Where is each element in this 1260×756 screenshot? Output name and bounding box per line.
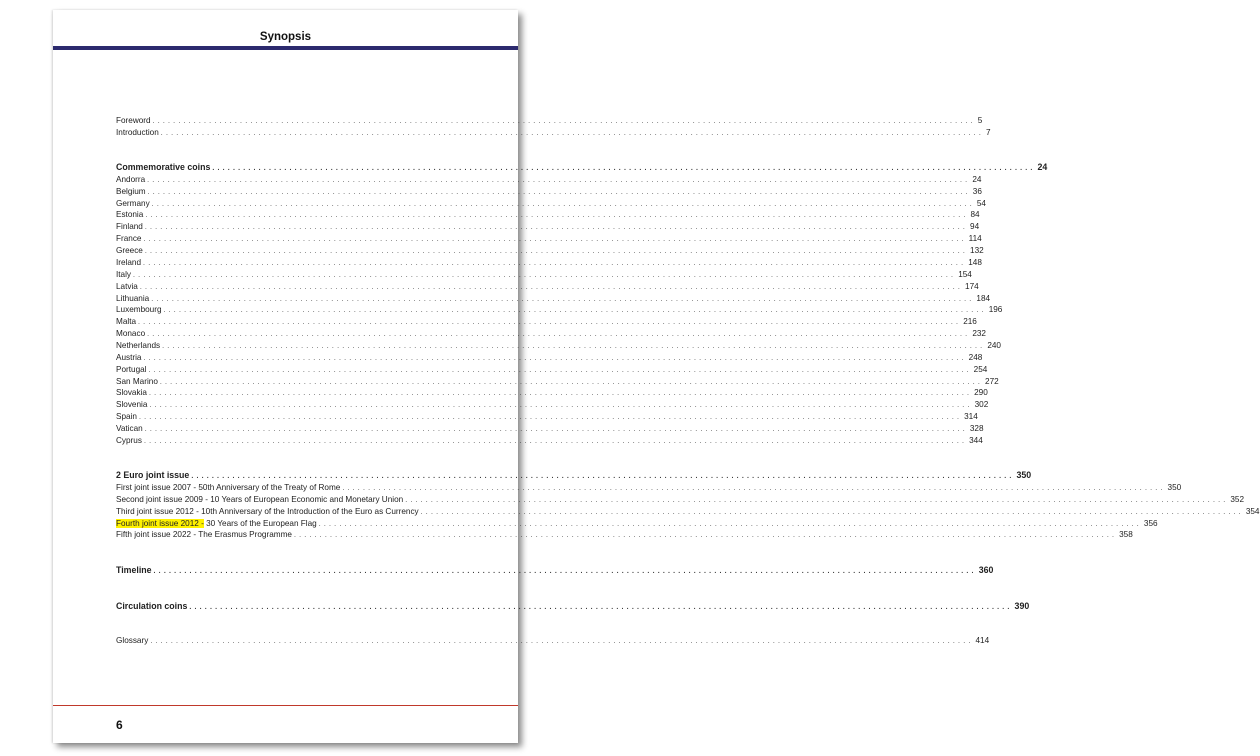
toc-entry-netherlands[interactable]: Netherlands ................................................................................................................................................................ 240	[116, 341, 1001, 350]
highlighted-text: Fourth joint issue 2012 -	[116, 519, 204, 528]
toc-entry-foreword[interactable]: Foreword ................................................................................................................................................................ 5	[116, 116, 983, 125]
toc-entry-fifth-joint-issue[interactable]: Fifth joint issue 2022 - The Erasmus Programme ................................................................................................................................................................ 358	[116, 530, 1133, 539]
toc-entry-fourth-joint-issue[interactable]: Fourth joint issue 2012 - 30 Years of the European Flag ................................................................................................................................................................ 356	[116, 519, 1158, 528]
toc-entry-greece[interactable]: Greece ................................................................................................................................................................ 132	[116, 246, 984, 255]
toc-entry-austria[interactable]: Austria ................................................................................................................................................................ 248	[116, 353, 983, 362]
toc-entry-malta[interactable]: Malta ................................................................................................................................................................ 216	[116, 317, 977, 326]
toc-entry-luxembourg[interactable]: Luxembourg ................................................................................................................................................................ 196	[116, 305, 1003, 314]
toc-entry-glossary[interactable]: Glossary ................................................................................................................................................................ 414	[116, 636, 990, 645]
toc-entry-introduction[interactable]: Introduction ................................................................................................................................................................ 7	[116, 128, 991, 137]
toc-entry-spain[interactable]: Spain ................................................................................................................................................................ 314	[116, 412, 978, 421]
toc-entry-latvia[interactable]: Latvia ................................................................................................................................................................ 174	[116, 282, 979, 291]
toc-entry-cyprus[interactable]: Cyprus ................................................................................................................................................................ 344	[116, 436, 983, 445]
document-page	[53, 10, 1260, 743]
page-number: 6	[116, 718, 123, 732]
toc-section-timeline[interactable]: Timeline ................................................................................................................................................................ 360	[116, 565, 994, 575]
toc-entry-ireland[interactable]: Ireland ................................................................................................................................................................ 148	[116, 258, 982, 267]
toc-entry-third-joint-issue[interactable]: Third joint issue 2012 - 10th Anniversary of the Introduction of the Euro as Currency ................................................................................................................................................................ 354	[116, 507, 1260, 516]
toc-section-commemorative-coins[interactable]: Commemorative coins ................................................................................................................................................................ 24	[116, 162, 1048, 172]
toc-entry-san-marino[interactable]: San Marino ................................................................................................................................................................ 272	[116, 377, 999, 386]
toc-entry-lithuania[interactable]: Lithuania ................................................................................................................................................................ 184	[116, 294, 991, 303]
toc-entry-estonia[interactable]: Estonia ................................................................................................................................................................ 84	[116, 210, 980, 219]
toc-entry-slovenia[interactable]: Slovenia ................................................................................................................................................................ 302	[116, 400, 989, 409]
toc-entry-france[interactable]: France ................................................................................................................................................................ 114	[116, 234, 982, 243]
header-rule	[53, 46, 518, 50]
toc-entry-portugal[interactable]: Portugal ................................................................................................................................................................ 254	[116, 365, 988, 374]
toc-entry-first-joint-issue[interactable]: First joint issue 2007 - 50th Anniversary of the Treaty of Rome ................................................................................................................................................................ 350	[116, 483, 1182, 492]
toc-entry-italy[interactable]: Italy ................................................................................................................................................................ 154	[116, 270, 972, 279]
toc-entry-monaco[interactable]: Monaco ................................................................................................................................................................ 232	[116, 329, 986, 338]
toc-entry-germany[interactable]: Germany ................................................................................................................................................................ 54	[116, 199, 986, 208]
toc-entry-second-joint-issue[interactable]: Second joint issue 2009 - 10 Years of European Economic and Monetary Union ................................................................................................................................................................ 352	[116, 495, 1245, 504]
toc-entry-slovakia[interactable]: Slovakia ................................................................................................................................................................ 290	[116, 388, 988, 397]
page-title: Synopsis	[259, 31, 312, 43]
toc-entry-andorra[interactable]: Andorra ................................................................................................................................................................ 24	[116, 175, 982, 184]
toc-entry-vatican[interactable]: Vatican ................................................................................................................................................................ 328	[116, 424, 984, 433]
toc-entry-finland[interactable]: Finland ................................................................................................................................................................ 94	[116, 222, 980, 231]
footer-rule	[53, 705, 518, 706]
toc-entry-belgium[interactable]: Belgium ................................................................................................................................................................ 36	[116, 187, 982, 196]
toc-section-2-euro-joint-issue[interactable]: 2 Euro joint issue ................................................................................................................................................................ 350	[116, 470, 1032, 480]
toc-section-circulation-coins[interactable]: Circulation coins ................................................................................................................................................................ 390	[116, 601, 1030, 611]
